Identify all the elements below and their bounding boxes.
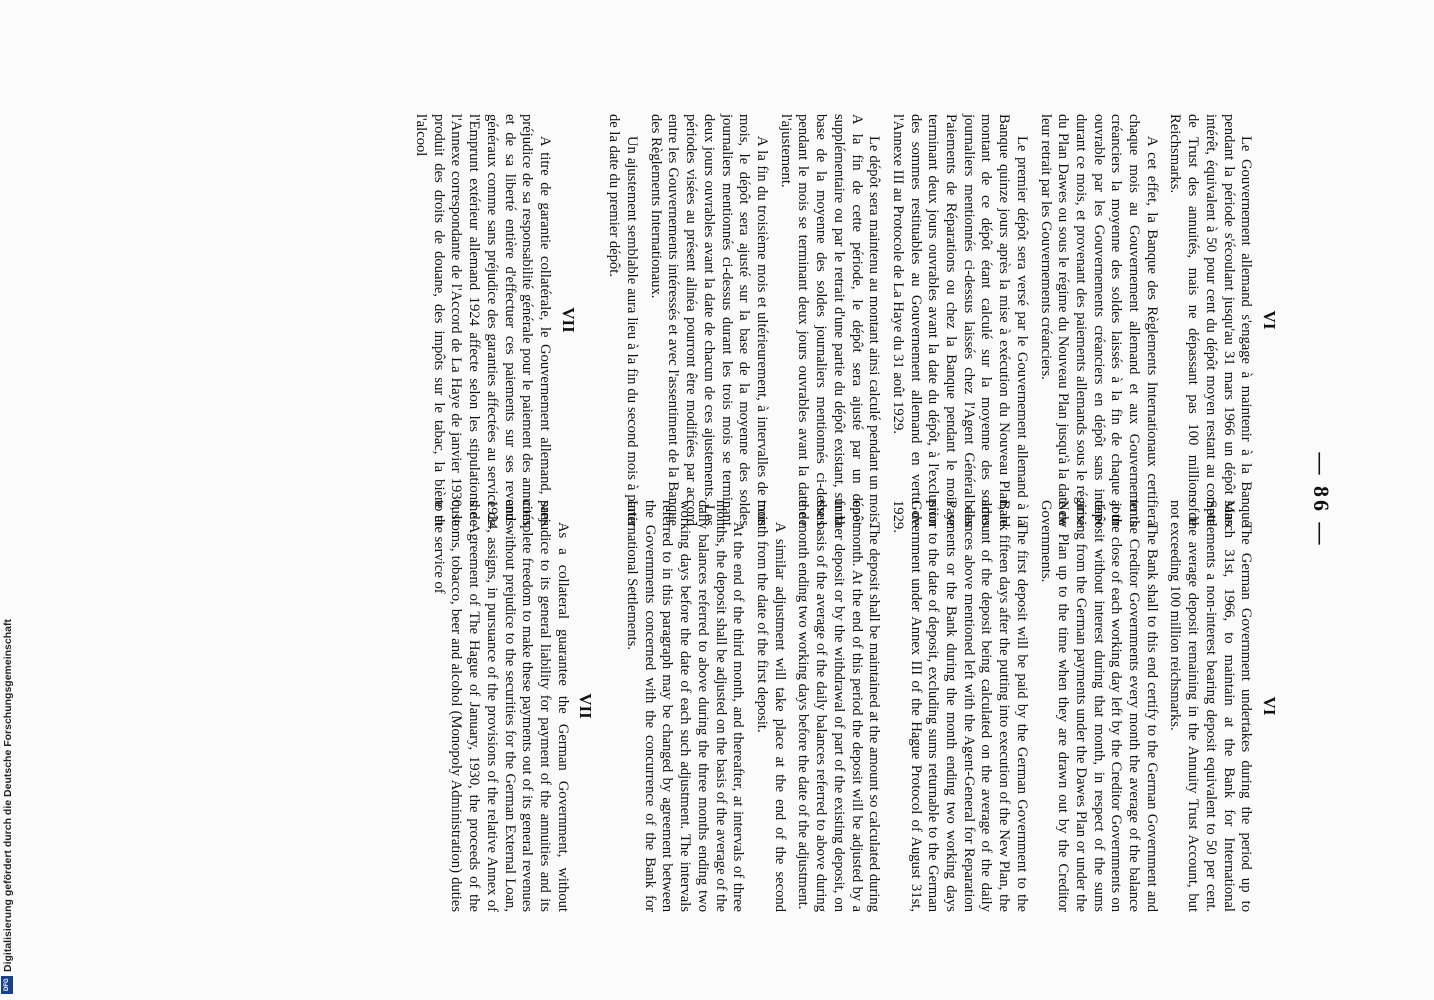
paragraph: A la fin du troisième mois et ultérieurement, à intervalles de trois mois, le dépôt sera ajusté sur la base de la moyenne des soldes journaliers mentionnés ci-dessus durant les trois mois se terminant deux jours ouvrables avant la date de chacun de ces ajustements. Les périodes visées au présent alinéa pourront être modifiées par accord entre les Gouvernements intéressés et avec l'assentiment de la Banque des Règlements Internationaux. — [647, 114, 771, 526]
attribution-text: Digitalisierung gefördert durch die Deutsche Forschungsgemeinschaft — [2, 619, 14, 972]
paragraph: A titre de garantie collatérale, le Gouvernement allemand, sans préjudice de sa responsabilité générale pour le paiement des annuités et de sa liberté entière d'effectuer ces paiements sur ses revenus généraux comme sans préjudice des garanties affectées au service de l'Emprunt extérieur allemand 1924 affecte selon les stipulations de l'Annexe correspondante de l'Accord de La Haye de janvier 1930, le produit des droits de douane, des impôts sur le tabac, la bière et l'alcool — [413, 114, 553, 526]
paragraph: A similar adjustment will take place at the end of the second month from the date of the first deposit. — [754, 500, 788, 912]
paragraph: At the end of the third month, and thereafter, at intervals of three months, the deposit shall be adjusted on the basis of the average of the daily balances referred to above during the three months ending two working days before the date of each such adjustment. The intervals referred to in this paragraph may be changed by agreement between the Governments concerned with the concurrence of the Bank for International Settlements. — [624, 500, 747, 912]
page-number: — 86 — — [1309, 452, 1334, 548]
section-heading-vi-fr: VI — [1260, 310, 1279, 330]
french-column — [405, 114, 1284, 526]
paragraph: Le Gouvernement allemand s'engage à maintenir à la Banque pendant la période s'écoulant jusqu'au 31 mars 1966 un dépôt sans intérêt, équivalent à 50 pour cent du dépôt moyen restant au compte de Trust des annuités, mais ne dépassant pas 100 millions de Reichsmarks. — [1167, 114, 1255, 526]
paragraph: Un ajustement semblable aura lieu à la fin du second mois à partir de la date du premier dépôt. — [606, 114, 641, 526]
digitization-sidebar — [0, 0, 14, 1000]
paragraph: A cet effet, la Banque des Règlements Internationaux certifiera chaque mois au Gouvernement allemand et aux Gouvernements créanciers la moyenne des soldes laissés à la fin de chaque jour ouvrable par les Gouvernements créanciers en dépôt sans intérêt durant ce mois, et provenant des paiements allemands sous le régime du Plan Dawes ou sous le régime du Nouveau Plan jusqu'à la date de leur retrait par les Gouvernements créanciers. — [1037, 114, 1160, 526]
section-heading-vii-en: VII — [576, 693, 596, 719]
section-heading-vii-fr: VII — [558, 307, 578, 333]
paragraph: The German Government undertakes during the period up to March 31st, 1966, to maintain at the Bank for International Settlements a non-interest bearing deposit equivalent to 50 per cent. of the average deposit remaining in the Annuity Trust Account, but not exceeding 100 million reichsmarks. — [1167, 500, 1255, 912]
paragraph: The deposit shall be maintained at the amount so calculated during one month. At the end of this period the deposit will be adjusted by a further deposit or by the withdrawal of part of the existing deposit, on the basis of the average of the daily balances referred to above during the month ending two working days before the date of the adjustment. — [795, 500, 883, 912]
paragraph: Le premier dépôt sera versé par le Gouvernement allemand à la Banque quinze jours après la mise à exécution du Nouveau Plan, le montant de ce dépôt étant calculé sur la moyenne des soldes journaliers mentionnés ci-dessus laissés chez l'Agent Général des Paiements de Réparations ou chez la Banque pendant le mois se terminant deux jours ouvrables avant la date du dépôt, à l'exclusion des sommes restituables au Gouvernement allemand en vertu de l'Annexe III au Protocole de La Haye du 31 août 1929. — [889, 114, 1030, 526]
paragraph: As a collateral guarantee the German Government, without prejudice to its general liability for payment of the annuities and its complete freedom to make these payments out of its general revenues and without prejudice to the securities for the German External Loan, 1924, assigns, in pursuance of the provisions of the relative Annex of the Agreement of The Hague of January, 1930, the proceeds of the customs, tobacco, beer and alcohol (Monopoly Administration) duties to the service of — [430, 500, 571, 912]
english-column — [423, 500, 1284, 912]
dfg-logo-icon: DFG — [1, 976, 13, 994]
section-heading-vi-en: VI — [1260, 696, 1279, 716]
paragraph: Le dépôt sera maintenu au montant ainsi calculé pendant un mois. A la fin de cette période, le dépôt sera ajusté par un dépôt supplémentaire ou par le retrait d'une partie du dépôt existant, sur la base de la moyenne des soldes journaliers mentionnés ci-dessus pendant le mois se terminant deux jours ouvrables avant la date de l'ajustement. — [777, 114, 883, 526]
paragraph: The Bank shall to this end certify to the German Government and to the Creditor Governments every month the average of the balance at the close of each working day left by the Creditor Governments on deposit without interest during that month, in respect of the sums arising from the German payments under the Dawes Plan or under the New Plan up to the time when they are drawn out by the Creditor Governments. — [1037, 500, 1160, 912]
paragraph: The first deposit will be paid by the German Government to the Bank fifteen days after the putting into execution of the New Plan, the amount of the deposit being calculated on the average of the daily balances above mentioned left with the Agent-General for Reparation Payments or the Bank during the month ending two working days prior to the date of deposit, excluding sums returnable to the German Government under Annex III of the Hague Protocol of August 31st, 1929. — [889, 500, 1030, 912]
